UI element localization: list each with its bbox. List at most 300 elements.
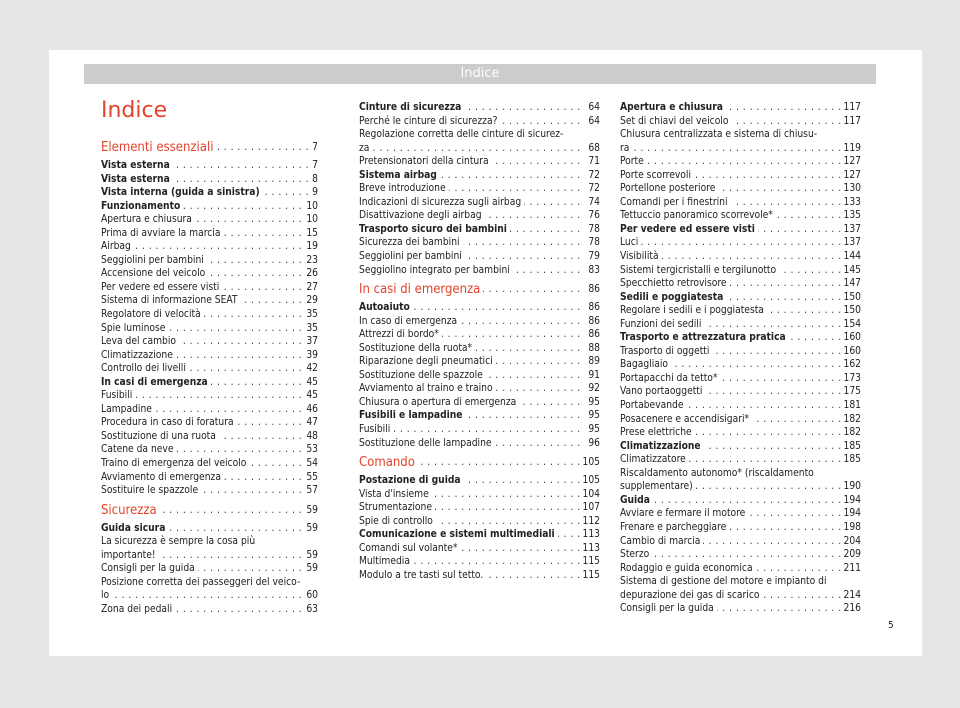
toc-entry[interactable] [101,549,318,563]
toc-entry-title: Per vedere ed essere visti [620,224,758,235]
toc-entry[interactable] [101,522,318,536]
toc-column-3 [620,101,861,616]
toc-entry-page: 95 [585,396,600,410]
toc-entry-title: Fusibili [101,390,135,401]
toc-entry-page: 45 [303,389,318,403]
page-number: 5 [888,620,894,631]
toc-entry[interactable] [620,209,861,223]
toc-entry-title: Chiusura o apertura di emergenza [359,397,519,408]
toc-entry[interactable] [359,128,600,142]
toc-entry[interactable] [101,603,318,617]
toc-entry-title: Avviamento di emergenza [101,472,224,483]
toc-entry-title: In caso di emergenza [359,316,460,327]
toc-entry-page: 76 [585,209,600,223]
toc-entry[interactable] [359,169,600,183]
toc-entry-title: Strumentazione [359,502,435,513]
toc-entry[interactable] [101,308,318,322]
toc-entry-page: 214 [841,589,862,603]
toc-entry-title: Climatizzazione [101,350,176,361]
toc-entry-title: importante! [101,550,159,561]
toc-entry[interactable] [620,602,861,616]
toc-entry-title: In casi di emergenza [101,377,211,388]
toc-entry[interactable] [620,196,861,210]
page-title: Indice [101,98,168,123]
toc-entry-title: Chiusura centralizzata e sistema di chiusu- [620,129,820,140]
toc-entry-title: Sostituzione delle spazzole [359,370,486,381]
toc-entry-page: 68 [585,142,600,156]
toc-entry-page: 63 [303,603,318,617]
toc-entry-page: 64 [585,115,600,129]
toc-entry[interactable] [101,576,318,590]
toc-entry-title: depurazione dei gas di scarico [620,590,763,601]
toc-entry[interactable] [620,318,861,332]
toc-entry[interactable] [620,399,861,413]
toc-entry-page: 107 [580,501,601,515]
toc-entry-page: 115 [580,555,601,569]
toc-entry-title: Climatizzazione [620,441,704,452]
toc-entry-title: Avviamento al traino e traino [359,383,496,394]
toc-entry[interactable] [101,322,318,336]
toc-entry-title: Fusibili [359,424,393,435]
toc-entry[interactable] [620,467,861,481]
toc-entry[interactable] [101,254,318,268]
toc-entry-title: Sistema airbag [359,170,440,181]
toc-entry-title: Set di chiavi del veicolo [620,116,731,127]
toc-entry[interactable] [620,413,861,427]
toc-entry-page: 59 [303,549,318,563]
toc-entry[interactable] [101,200,318,214]
toc-entry-page: 211 [841,562,862,576]
toc-entry-title: Cinture di sicurezza [359,102,464,113]
toc-entry-title: Trasporto e attrezzatura pratica [620,332,789,343]
toc-section-heading[interactable] [359,452,600,474]
toc-entry[interactable] [620,385,861,399]
toc-entry-title: Vista esterna [101,174,173,185]
toc-entry[interactable] [101,535,318,549]
toc-entry-title: Regolazione corretta delle cinture di sicurez- [359,129,566,140]
toc-entry[interactable] [359,115,600,129]
toc-entry-title: Vista esterna [101,160,173,171]
toc-entry-page: 53 [303,443,318,457]
toc-entry[interactable] [620,426,861,440]
toc-entry-page: 42 [303,362,318,376]
toc-entry-page: 147 [841,277,862,291]
toc-entry-title: Cambio di marcia [620,536,703,547]
toc-entry-title: Controllo dei livelli [101,363,189,374]
toc-entry-page: 89 [585,355,600,369]
toc-entry-title: Consigli per la guida [620,603,717,614]
toc-entry-page: 190 [841,480,862,494]
toc-entry[interactable] [359,369,600,383]
toc-entry-page: 130 [841,182,862,196]
toc-entry[interactable] [359,264,600,278]
toc-entry[interactable] [359,236,600,250]
toc-entry-title: Multimedia [359,556,413,567]
toc-entry-page: 96 [585,437,600,451]
toc-entry-page: 78 [585,236,600,250]
toc-entry-page: 47 [303,416,318,430]
page-header: Indice [84,64,876,84]
toc-entry[interactable] [101,362,318,376]
toc-entry-page: 160 [841,331,862,345]
toc-entry-title: Avviare e fermare il motore [620,508,748,519]
toc-column-1 [101,135,318,617]
toc-entry-title: Leva del cambio [101,336,179,347]
toc-entry-title: Specchietto retrovisore [620,278,730,289]
toc-entry[interactable] [359,301,600,315]
toc-entry-page: 86 [585,279,600,301]
toc-entry-page: 150 [841,304,862,318]
toc-entry-title: Frenare e parcheggiare [620,522,729,533]
toc-entry[interactable] [359,355,600,369]
toc-entry-page: 10 [303,213,318,227]
toc-entry[interactable] [359,250,600,264]
toc-entry-page: 133 [841,196,862,210]
toc-entry-page: 79 [585,250,600,264]
toc-entry[interactable] [359,209,600,223]
toc-entry-page: 91 [585,369,600,383]
toc-entry[interactable] [359,155,600,169]
toc-entry-title: Sostituzione della ruota* [359,343,475,354]
toc-entry-title: Porte [620,156,647,167]
toc-entry[interactable] [101,471,318,485]
toc-entry-title: Sterzo [620,549,652,560]
toc-entry-title: Consigli per la guida [101,563,198,574]
toc-entry[interactable] [620,236,861,250]
toc-entry[interactable] [359,542,600,556]
toc-entry[interactable] [620,101,861,115]
toc-entry[interactable] [620,115,861,129]
toc-entry-title: Seggiolini per bambini [359,251,465,262]
toc-entry-page: 37 [303,335,318,349]
toc-entry-page: 209 [841,548,862,562]
toc-entry-page: 113 [580,528,601,542]
toc-entry-page: 8 [309,173,318,187]
toc-entry-page: 54 [303,457,318,471]
toc-entry[interactable] [101,589,318,603]
toc-entry[interactable] [359,501,600,515]
toc-entry-page: 162 [841,358,862,372]
toc-entry-title: Vista interna (guida a sinistra) [101,187,263,198]
toc-entry-page: 160 [841,345,862,359]
toc-entry-title: Pretensionatori della cintura [359,156,492,167]
toc-entry[interactable] [101,227,318,241]
toc-section-heading[interactable] [101,137,318,159]
toc-entry[interactable] [359,569,600,583]
toc-entry-page: 46 [303,403,318,417]
toc-entry-title: Visibilità [620,251,662,262]
toc-entry[interactable] [359,223,600,237]
toc-entry[interactable] [359,528,600,542]
toc-entry-title: Vista d'insieme [359,489,432,500]
toc-entry[interactable] [359,142,600,156]
toc-entry-page: 7 [309,137,318,159]
toc-entry[interactable] [620,169,861,183]
toc-entry-title: Autoaiuto [359,302,413,313]
toc-entry-title: Airbag [101,241,134,252]
toc-entry-page: 135 [841,209,862,223]
toc-entry-page: 144 [841,250,862,264]
toc-entry-title: Tettuccio panoramico scorrevole* [620,210,776,221]
toc-entry-title: Postazione di guida [359,475,464,486]
toc-entry-title: Trasporto di oggetti [620,346,712,357]
toc-entry-title: Sostituzione di una ruota [101,431,219,442]
toc-entry[interactable] [101,443,318,457]
toc-entry-page: 35 [303,322,318,336]
toc-entry[interactable] [359,182,600,196]
toc-entry-page: 104 [580,488,601,502]
toc-entry-page: 115 [580,569,601,583]
toc-entry[interactable] [101,294,318,308]
toc-entry[interactable] [359,342,600,356]
toc-entry-title: lo [101,590,112,601]
toc-entry[interactable] [359,101,600,115]
toc-entry-page: 26 [303,267,318,281]
toc-entry-page: 39 [303,349,318,363]
toc-entry[interactable] [359,555,600,569]
toc-entry-page: 194 [841,494,862,508]
toc-entry-page: 72 [585,169,600,183]
toc-entry-title: Regolatore di velocità [101,309,204,320]
toc-entry-page: 181 [841,399,862,413]
toc-entry-title: Sicurezza dei bambini [359,237,463,248]
toc-entry[interactable] [620,304,861,318]
toc-entry-title: Spie di controllo [359,516,436,527]
toc-entry-title: Portellone posteriore [620,183,718,194]
toc-entry-page: 175 [841,385,862,399]
toc-entry-title: Lampadine [101,404,155,415]
toc-entry-title: Sistema di informazione SEAT [101,295,240,306]
toc-entry-title: Sicurezza [101,503,160,518]
toc-section-heading[interactable] [359,279,600,301]
toc-entry[interactable] [101,562,318,576]
toc-entry[interactable] [620,535,861,549]
toc-entry-page: 55 [303,471,318,485]
toc-entry[interactable] [620,128,861,142]
toc-entry-title: Porte scorrevoli [620,170,694,181]
toc-entry-title: Bagagliaio [620,359,671,370]
toc-entry-title: Regolare i sedili e i poggiatesta [620,305,767,316]
toc-entry-title: Breve introduzione [359,183,449,194]
toc-entry[interactable] [620,548,861,562]
toc-entry[interactable] [101,484,318,498]
toc-entry-title: Seggiolini per bambini [101,255,207,266]
toc-entry-page: 194 [841,507,862,521]
toc-entry[interactable] [101,240,318,254]
toc-entry-title: Riscaldamento autonomo* (riscaldamento [620,468,817,479]
toc-entry-page: 74 [585,196,600,210]
toc-entry[interactable] [101,430,318,444]
toc-entry-title: Spie luminose [101,323,168,334]
toc-entry[interactable] [101,335,318,349]
toc-entry-title: Trasporto sicuro dei bambini [359,224,510,235]
toc-entry[interactable] [359,409,600,423]
toc-entry-title: Disattivazione degli airbag [359,210,485,221]
toc-entry[interactable] [359,396,600,410]
toc-entry-title: Sedili e poggiatesta [620,292,726,303]
toc-entry[interactable] [620,155,861,169]
toc-entry-page: 86 [585,301,600,315]
toc-entry[interactable] [620,521,861,535]
toc-entry-title: Portabevande [620,400,687,411]
toc-entry-title: Catene da neve [101,444,176,455]
toc-entry-title: Traino di emergenza del veicolo [101,458,249,469]
toc-entry-title: Comandi sul volante* [359,543,461,554]
toc-entry-page: 45 [303,376,318,390]
toc-entry-title: Vano portaoggetti [620,386,705,397]
toc-entry-title: Perché le cinture di sicurezza? [359,116,500,127]
toc-entry-page: 71 [585,155,600,169]
toc-entry-page: 113 [580,542,601,556]
toc-entry-title: ra [620,143,632,154]
toc-entry-title: Indicazioni di sicurezza sugli airbag [359,197,524,208]
toc-entry[interactable] [359,515,600,529]
toc-entry-title: Apertura e chiusura [620,102,726,113]
toc-entry-page: 112 [580,515,601,529]
toc-section-heading[interactable] [101,500,318,522]
toc-entry[interactable] [620,372,861,386]
toc-entry-page: 23 [303,254,318,268]
toc-entry[interactable] [620,345,861,359]
toc-entry-title: Posizione corretta dei passeggeri del veico- [101,577,303,588]
toc-entry-page: 88 [585,342,600,356]
toc-entry-title: La sicurezza è sempre la cosa più [101,536,258,547]
toc-entry-page: 117 [841,101,862,115]
toc-entry[interactable] [101,416,318,430]
toc-entry-page: 150 [841,291,862,305]
toc-entry-page: 9 [309,186,318,200]
toc-entry-title: Procedura in caso di foratura [101,417,237,428]
toc-entry-title: Apertura e chiusura [101,214,195,225]
toc-entry[interactable] [101,267,318,281]
toc-entry-title: Funzionamento [101,201,183,212]
toc-entry[interactable] [620,223,861,237]
toc-entry-title: In casi di emergenza [359,282,483,297]
toc-entry-page: 145 [841,264,862,278]
toc-entry-title: Guida [620,495,653,506]
toc-entry[interactable] [359,474,600,488]
toc-entry[interactable] [101,281,318,295]
toc-entry-title: za [359,143,372,154]
toc-entry[interactable] [359,315,600,329]
toc-entry[interactable] [359,382,600,396]
toc-entry[interactable] [620,331,861,345]
toc-entry[interactable] [620,453,861,467]
toc-entry-page: 19 [303,240,318,254]
toc-entry-page: 92 [585,382,600,396]
toc-entry-page: 198 [841,521,862,535]
toc-entry[interactable] [620,440,861,454]
toc-entry-page: 64 [585,101,600,115]
toc-entry-title: Modulo a tre tasti sul tetto. [359,570,486,581]
toc-entry-title: Accensione del veicolo [101,268,208,279]
toc-entry[interactable] [101,186,318,200]
toc-entry-page: 95 [585,423,600,437]
toc-entry-title: Luci [620,237,641,248]
toc-entry-title: Sistemi tergicristalli e tergilunotto [620,265,779,276]
toc-entry-page: 60 [303,589,318,603]
toc-entry-page: 59 [303,522,318,536]
toc-entry[interactable] [359,488,600,502]
toc-entry-page: 127 [841,155,862,169]
toc-entry-title: Posacenere e accendisigari* [620,414,752,425]
toc-entry-page: 204 [841,535,862,549]
toc-entry[interactable] [620,277,861,291]
toc-entry-title: Per vedere ed essere visti [101,282,222,293]
toc-column-2 [359,101,600,583]
toc-entry[interactable] [359,328,600,342]
toc-entry[interactable] [620,494,861,508]
toc-entry-page: 105 [580,452,601,474]
toc-entry-title: Funzioni dei sedili [620,319,704,330]
toc-entry-title: Seggiolino integrato per bambini [359,265,513,276]
toc-entry[interactable] [620,182,861,196]
toc-entry-title: Comando [359,455,418,470]
toc-entry[interactable] [620,575,861,589]
toc-entry[interactable] [359,437,600,451]
toc-entry-page: 182 [841,426,862,440]
toc-entry[interactable] [620,589,861,603]
toc-entry[interactable] [101,376,318,390]
toc-entry-page: 27 [303,281,318,295]
toc-entry-title: Fusibili e lampadine [359,410,466,421]
toc-entry[interactable] [359,196,600,210]
toc-entry[interactable] [620,264,861,278]
toc-entry-page: 137 [841,236,862,250]
toc-entry[interactable] [101,349,318,363]
toc-entry-page: 117 [841,115,862,129]
toc-entry[interactable] [620,562,861,576]
toc-entry-page: 173 [841,372,862,386]
toc-entry-title: Sostituire le spazzole [101,485,201,496]
toc-entry-title: Prese elettriche [620,427,695,438]
toc-entry-page: 29 [303,294,318,308]
toc-entry-title: Rodaggio e guida economica [620,563,756,574]
toc-entry[interactable] [620,507,861,521]
toc-entry[interactable] [101,457,318,471]
toc-entry[interactable] [620,142,861,156]
toc-entry-page: 10 [303,200,318,214]
toc-entry[interactable] [620,480,861,494]
toc-entry[interactable] [101,403,318,417]
toc-entry[interactable] [359,423,600,437]
toc-entry-page: 137 [841,223,862,237]
toc-entry-page: 185 [841,453,862,467]
toc-entry-title: Guida sicura [101,523,168,534]
toc-entry-title: Comunicazione e sistemi multimediali [359,529,558,540]
toc-entry-page: 86 [585,315,600,329]
toc-entry-title: Riparazione degli pneumatici [359,356,496,367]
toc-entry[interactable] [101,173,318,187]
toc-entry-page: 59 [303,500,318,522]
toc-entry[interactable] [620,291,861,305]
toc-entry[interactable] [101,159,318,173]
toc-entry-page: 15 [303,227,318,241]
toc-entry[interactable] [620,250,861,264]
toc-entry-page: 7 [309,159,318,173]
toc-entry[interactable] [620,358,861,372]
toc-entry-title: Sistema di gestione del motore e impianto di [620,576,830,587]
toc-entry-page: 182 [841,413,862,427]
toc-entry-page: 83 [585,264,600,278]
toc-entry[interactable] [101,389,318,403]
toc-entry-page: 57 [303,484,318,498]
toc-entry-title: Comandi per i finestrini [620,197,731,208]
toc-entry-page: 59 [303,562,318,576]
toc-entry[interactable] [101,213,318,227]
toc-entry-page: 72 [585,182,600,196]
toc-entry-page: 185 [841,440,862,454]
